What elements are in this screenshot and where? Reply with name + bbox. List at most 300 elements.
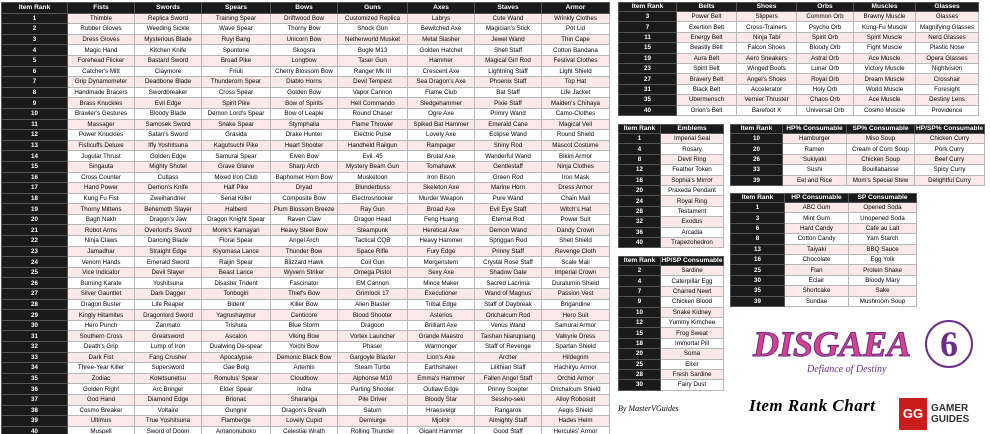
table-row bbox=[2, 416, 610, 427]
item-cell: Aura Belt bbox=[677, 53, 737, 63]
item-cell: Chain Mail bbox=[542, 193, 610, 204]
item-cell: Miso Soup bbox=[847, 134, 915, 144]
item-cell: Gentlestaff bbox=[475, 161, 542, 172]
item-cell: Wand of Magnus bbox=[475, 289, 542, 300]
item-cell: Sukiyaki bbox=[783, 154, 847, 164]
item-cell: Grave Glaive bbox=[202, 161, 271, 172]
item-cell: Pork Curry bbox=[915, 144, 985, 154]
item-cell: Metal Slasher bbox=[408, 34, 475, 45]
item-cell: Caterpillar Egg bbox=[661, 276, 724, 286]
item-cell: Yoichi Bow bbox=[271, 342, 338, 353]
item-rank-cell: 36 bbox=[2, 384, 68, 395]
column-header: Emblems bbox=[661, 125, 724, 134]
item-cell: Spiked Bat Hammer bbox=[408, 119, 475, 130]
item-cell: Grasida bbox=[202, 130, 271, 141]
table-row bbox=[619, 266, 724, 276]
item-cell: Cotton Candy bbox=[785, 234, 849, 244]
item-cell: Broad Pike bbox=[202, 55, 271, 66]
item-cell: Thunder Bow bbox=[271, 246, 338, 257]
item-rank-cell: 16 bbox=[619, 175, 661, 185]
item-cell: Emerald Sword bbox=[135, 257, 202, 268]
item-cell: Hammer bbox=[408, 55, 475, 66]
table-row bbox=[731, 203, 917, 213]
item-cell: Southern Cross bbox=[68, 331, 135, 342]
item-cell: Almighty Staff bbox=[475, 416, 542, 427]
item-cell: Ray Gun bbox=[338, 204, 408, 215]
item-cell: Satan's Sword bbox=[135, 130, 202, 141]
item-cell: Flamberge bbox=[202, 416, 271, 427]
item-cell: Deadbone Blade bbox=[135, 77, 202, 88]
item-cell: Orichalcum Shield bbox=[542, 384, 610, 395]
item-cell: Mom's Special Stew bbox=[847, 175, 915, 185]
column-header: HP% Consumable bbox=[783, 125, 847, 134]
item-cell: Wrinkly Clothes bbox=[542, 13, 610, 24]
item-cell: Dualwing De-spear bbox=[202, 342, 271, 353]
item-cell: Hell Commando bbox=[338, 98, 408, 109]
item-cell: Serial Killer bbox=[202, 193, 271, 204]
column-header: Swords bbox=[135, 3, 202, 14]
item-rank-cell: 36 bbox=[619, 227, 661, 237]
item-cell: Zanmato bbox=[135, 320, 202, 331]
byline: By MasterVGuides bbox=[618, 404, 679, 413]
item-cell: Passion Vest bbox=[542, 289, 610, 300]
item-cell: Primry Wand bbox=[475, 108, 542, 119]
item-cell: Ogre Axe bbox=[408, 108, 475, 119]
table-row bbox=[619, 297, 724, 307]
item-cell: Zodiac bbox=[68, 373, 135, 384]
column-header: Armor bbox=[542, 3, 610, 14]
item-cell: Hildegrim bbox=[542, 352, 610, 363]
item-rank-cell: 12 bbox=[619, 317, 661, 327]
table-row bbox=[2, 331, 610, 342]
item-rank-cell: 35 bbox=[619, 95, 677, 105]
item-cell: Apocalypse bbox=[202, 352, 271, 363]
item-cell: Imperial Seal bbox=[661, 134, 724, 144]
item-cell: Green Rod bbox=[475, 172, 542, 183]
item-cell: Shiny Rod bbox=[475, 140, 542, 151]
item-rank-cell: 15 bbox=[619, 328, 661, 338]
item-cell: Jugular Thrust bbox=[68, 151, 135, 162]
column-header: Orbs bbox=[797, 3, 854, 12]
item-cell: Exertion Belt bbox=[677, 22, 737, 32]
item-rank-cell: 40 bbox=[619, 105, 677, 115]
item-cell: Sea Dragon's Axe bbox=[408, 77, 475, 88]
table-row bbox=[2, 77, 610, 88]
item-rank-cell: 27 bbox=[2, 289, 68, 300]
item-rank-cell: 2 bbox=[619, 266, 661, 276]
item-rank-cell: 30 bbox=[2, 320, 68, 331]
item-cell: Chicken Blood bbox=[661, 297, 724, 307]
item-cell: Arc Bringer bbox=[135, 384, 202, 395]
item-cell: Aegis Shield bbox=[542, 405, 610, 416]
item-cell: Fascinator bbox=[271, 278, 338, 289]
item-cell: Thorny Bow bbox=[271, 24, 338, 35]
table-row bbox=[619, 43, 979, 53]
item-rank-cell: 17 bbox=[2, 183, 68, 194]
item-cell: Life Jacket bbox=[542, 87, 610, 98]
item-rank-cell: 16 bbox=[731, 254, 785, 264]
item-cell: Customized Replica bbox=[338, 13, 408, 24]
column-header: SP% Consumable bbox=[847, 125, 915, 134]
table-row bbox=[2, 34, 610, 45]
item-cell: Snake Kidney bbox=[661, 307, 724, 317]
item-cell: Foresight bbox=[916, 84, 979, 94]
item-rank-cell: 27 bbox=[619, 74, 677, 84]
item-cell: Hard Candy bbox=[785, 223, 849, 233]
item-cell: EM Cannon bbox=[338, 278, 408, 289]
item-cell: Spirit Muscle bbox=[854, 32, 916, 42]
item-cell: Grande Maestro bbox=[408, 331, 475, 342]
item-rank-cell: 11 bbox=[2, 119, 68, 130]
item-cell: Feather Token bbox=[661, 165, 724, 175]
column-header: Item Rank bbox=[2, 3, 68, 14]
item-rank-cell: 30 bbox=[619, 380, 661, 390]
item-cell: Wyvern Striker bbox=[271, 267, 338, 278]
item-cell: Vortex Launcher bbox=[338, 331, 408, 342]
item-cell: Gigant Hammer bbox=[408, 426, 475, 434]
item-rank-cell: 10 bbox=[731, 134, 783, 144]
column-header: Axes bbox=[408, 3, 475, 14]
item-cell: Centicore bbox=[271, 310, 338, 321]
item-cell: Disaster Trident bbox=[202, 278, 271, 289]
item-cell: Sledgehammer bbox=[408, 98, 475, 109]
item-cell: Ace Muscle bbox=[854, 95, 916, 105]
item-rank-cell: 9 bbox=[619, 297, 661, 307]
item-cell: Pile Driver bbox=[338, 394, 408, 405]
item-rank-cell: 26 bbox=[2, 278, 68, 289]
item-rank-cell: 18 bbox=[2, 193, 68, 204]
item-rank-cell: 37 bbox=[2, 394, 68, 405]
item-cell: Bloody Star bbox=[408, 394, 475, 405]
item-cell: Plastic Nose bbox=[916, 43, 979, 53]
item-cell: Kotetsunetsu bbox=[135, 373, 202, 384]
item-cell: Sacred Lacrima bbox=[475, 278, 542, 289]
item-cell: Dark Dagger bbox=[135, 289, 202, 300]
table-row bbox=[2, 119, 610, 130]
table-row bbox=[2, 278, 610, 289]
item-cell: Round Shield bbox=[542, 130, 610, 141]
item-cell: Ubermensch bbox=[677, 95, 737, 105]
item-cell: Singauta bbox=[68, 161, 135, 172]
item-cell: Bident bbox=[202, 299, 271, 310]
column-header: Spears bbox=[202, 3, 271, 14]
item-cell: Baphomet Horn Bow bbox=[271, 172, 338, 183]
item-cell: Cosmo Breaker bbox=[68, 405, 135, 416]
item-cell: Pure Wand bbox=[475, 193, 542, 204]
item-cell: Thin Cape bbox=[542, 34, 610, 45]
item-cell: Fisticuffs Deluxe bbox=[68, 140, 135, 151]
table-row bbox=[2, 193, 610, 204]
item-cell: Bow of Leaple bbox=[271, 108, 338, 119]
item-cell: Hand Power bbox=[68, 183, 135, 194]
item-rank-cell: 10 bbox=[2, 108, 68, 119]
item-cell: Barefoot X bbox=[737, 105, 797, 115]
item-cell: Chicken Soup bbox=[847, 154, 915, 164]
table-row bbox=[619, 154, 724, 164]
item-cell: Taser Gun bbox=[338, 55, 408, 66]
item-rank-cell: 4 bbox=[2, 45, 68, 56]
item-rank-cell: 7 bbox=[619, 22, 677, 32]
item-cell: Eel and Rice bbox=[783, 175, 847, 185]
item-cell: Devil Tempest bbox=[338, 77, 408, 88]
table-row bbox=[619, 307, 724, 317]
item-cell: Mascot Costume bbox=[542, 140, 610, 151]
item-cell: Kingly Hitamites bbox=[68, 310, 135, 321]
item-cell: Rampager bbox=[408, 140, 475, 151]
item-rank-cell: 26 bbox=[731, 154, 783, 164]
table-row bbox=[2, 236, 610, 247]
item-rank-cell: 34 bbox=[2, 363, 68, 374]
item-rank-cell: 25 bbox=[731, 265, 785, 275]
item-cell: Brionac bbox=[202, 394, 271, 405]
item-cell: Mystery Beam Gun bbox=[338, 161, 408, 172]
item-cell: Brawler's Gestures bbox=[68, 108, 135, 119]
table-row bbox=[2, 405, 610, 416]
item-cell: Labrys bbox=[408, 13, 475, 24]
item-cell: Alloy Robosuit bbox=[542, 394, 610, 405]
gamer-guides-logo-icon: GG bbox=[899, 398, 927, 430]
item-cell: Training Spear bbox=[202, 13, 271, 24]
item-cell: Thimble bbox=[68, 13, 135, 24]
column-header: HP/SP% Consumable bbox=[915, 125, 984, 132]
item-cell: Voltaire bbox=[135, 405, 202, 416]
item-cell: Spirit Belt bbox=[677, 63, 737, 73]
item-cell: Dragon Buster bbox=[68, 299, 135, 310]
item-rank-cell: 35 bbox=[2, 373, 68, 384]
chart-title: Item Rank Chart bbox=[749, 396, 876, 415]
item-cell: Mince Maker bbox=[408, 278, 475, 289]
item-cell: Frog Sweat bbox=[661, 328, 724, 338]
item-cell: Dragon's Jaw bbox=[135, 214, 202, 225]
brand-line-2: GUIDES bbox=[931, 414, 970, 425]
item-cell: Mint Gum bbox=[785, 213, 849, 223]
item-cell: Stymphalia bbox=[271, 119, 338, 130]
item-cell: Psycho Orb bbox=[797, 22, 854, 32]
percent-consumables-table bbox=[730, 124, 985, 186]
item-cell: Flan bbox=[785, 265, 849, 275]
table-row bbox=[619, 105, 979, 115]
item-cell: Venom Hands bbox=[68, 257, 135, 268]
item-cell: Opened Soda bbox=[849, 203, 917, 213]
item-cell: Dragon's Breath bbox=[271, 405, 338, 416]
item-rank-cell: 32 bbox=[2, 342, 68, 353]
column-header: Staves bbox=[475, 3, 542, 14]
item-rank-cell: 20 bbox=[619, 185, 661, 195]
item-cell: Kung-Fu Muscle bbox=[854, 22, 916, 32]
table-row bbox=[2, 151, 610, 162]
item-cell: Cross-Trainers bbox=[737, 22, 797, 32]
item-cell: Duralumin Shield bbox=[542, 278, 610, 289]
item-cell: Spartan Shield bbox=[542, 342, 610, 353]
item-cell: Immortal Pill bbox=[661, 338, 724, 348]
item-cell: Wave Spear bbox=[202, 24, 271, 35]
item-cell: Round Chaser bbox=[338, 108, 408, 119]
item-cell: Swordbreaker bbox=[135, 87, 202, 98]
table-row bbox=[619, 217, 724, 227]
item-rank-cell: 25 bbox=[2, 267, 68, 278]
item-rank-cell: 28 bbox=[619, 369, 661, 379]
item-cell: Snake Spear bbox=[202, 119, 271, 130]
item-cell: Dress Gloves bbox=[68, 34, 135, 45]
item-cell: Emerald Cane bbox=[475, 119, 542, 130]
item-cell: Friuli bbox=[202, 66, 271, 77]
column-header: Item Rank bbox=[731, 125, 783, 134]
item-cell: Rosary bbox=[661, 144, 724, 154]
column-header: HP/SP Consumable bbox=[661, 257, 723, 264]
item-cell: Sharp Arch bbox=[271, 161, 338, 172]
item-cell: Sharanga bbox=[271, 394, 338, 405]
item-cell: Romulus' Spear bbox=[202, 373, 271, 384]
item-cell: Samurai Spear bbox=[202, 151, 271, 162]
hp-sp-consumables-table bbox=[730, 193, 917, 307]
table-row bbox=[2, 384, 610, 395]
table-row bbox=[2, 246, 610, 257]
item-cell: Angel's Shoes bbox=[737, 74, 797, 84]
table-row bbox=[619, 185, 724, 195]
table-row bbox=[619, 369, 724, 379]
item-cell: Dress Armor bbox=[542, 183, 610, 194]
item-cell: Feng Huang bbox=[408, 214, 475, 225]
item-rank-cell: 29 bbox=[2, 310, 68, 321]
item-rank-cell: 28 bbox=[2, 299, 68, 310]
item-cell: Golden Hatchet bbox=[408, 45, 475, 56]
table-row bbox=[619, 349, 724, 359]
column-header: SP Consumable bbox=[849, 194, 917, 203]
item-cell: Royal Orb bbox=[797, 74, 854, 84]
item-cell: Blunderbuss bbox=[338, 183, 408, 194]
item-cell: Staff of Daybreak bbox=[475, 299, 542, 310]
item-cell: Steam Turbo bbox=[338, 363, 408, 374]
item-cell: Beast Lance bbox=[202, 267, 271, 278]
item-cell: Flame Club bbox=[408, 87, 475, 98]
item-cell: Spicy Curry bbox=[915, 165, 985, 175]
table-row bbox=[619, 286, 724, 296]
table-row bbox=[2, 257, 610, 268]
table-row bbox=[2, 352, 610, 363]
item-cell: Fresh Sardine bbox=[661, 369, 724, 379]
item-rank-cell: 25 bbox=[619, 359, 661, 369]
item-cell: Cream of Corn Soup bbox=[847, 144, 915, 154]
brand-name bbox=[931, 403, 969, 425]
item-cell: Crystal Rose Staff bbox=[475, 257, 542, 268]
item-rank-cell: 20 bbox=[2, 214, 68, 225]
item-cell: Mjolnir bbox=[408, 416, 475, 427]
item-rank-cell: 18 bbox=[619, 338, 661, 348]
item-cell: Viking Bow bbox=[271, 331, 338, 342]
brand-line-1: GAMER bbox=[931, 403, 969, 414]
item-cell: Imperial Crown bbox=[542, 267, 610, 278]
table-row bbox=[2, 161, 610, 172]
item-cell: Phaser bbox=[338, 342, 408, 353]
column-header: Shoes bbox=[737, 3, 797, 12]
item-cell: Iron Mask bbox=[542, 172, 610, 183]
item-cell: Eternal Rod bbox=[475, 214, 542, 225]
item-cell: Yummy Kimchee bbox=[661, 317, 724, 327]
item-cell: Sexy Axe bbox=[408, 267, 475, 278]
logo-text: DISGAEA bbox=[753, 324, 912, 364]
item-cell: Shock Gun bbox=[338, 24, 408, 35]
item-cell: Shadow Gate bbox=[475, 267, 542, 278]
item-cell: Pixie Staff bbox=[475, 98, 542, 109]
item-cell: Valkyrie Dress bbox=[542, 331, 610, 342]
item-cell: Artemis bbox=[271, 363, 338, 374]
item-cell: Blood Shooter bbox=[338, 310, 408, 321]
table-row bbox=[619, 53, 979, 63]
item-cell: Spirit Orb bbox=[797, 32, 854, 42]
item-cell: Raijin Spear bbox=[202, 257, 271, 268]
item-rank-cell: 1 bbox=[2, 13, 68, 24]
table-row bbox=[731, 165, 985, 175]
item-cell: Top Hat bbox=[542, 77, 610, 88]
item-cell: Straight Edge bbox=[135, 246, 202, 257]
item-cell: Cross Counter bbox=[68, 172, 135, 183]
item-cell: Behemoth Slayer bbox=[135, 204, 202, 215]
table-row bbox=[619, 276, 724, 286]
item-cell: Eclair bbox=[785, 275, 849, 285]
item-cell: Indra bbox=[271, 384, 338, 395]
item-cell: Cloudbow bbox=[271, 373, 338, 384]
table-row bbox=[619, 134, 724, 144]
emblems-table bbox=[618, 124, 724, 248]
item-rank-cell: 12 bbox=[619, 165, 661, 175]
item-cell: Omega Pistol bbox=[338, 267, 408, 278]
table-row bbox=[619, 317, 724, 327]
table-row bbox=[731, 154, 985, 164]
table-row bbox=[619, 196, 724, 206]
item-cell: Wanderful Wand bbox=[475, 151, 542, 162]
item-cell: Demon's Knife bbox=[135, 183, 202, 194]
item-cell: Magical Veil bbox=[542, 119, 610, 130]
item-cell: Magnifying Glasses bbox=[916, 22, 979, 32]
item-cell: Fang Crusher bbox=[135, 352, 202, 363]
item-cell: Energy Belt bbox=[677, 32, 737, 42]
weapons-armor-table bbox=[1, 2, 610, 434]
item-cell: Taishan Nianqniang bbox=[475, 331, 542, 342]
item-cell: Samosek Sword bbox=[135, 119, 202, 130]
item-cell: Winged Boots bbox=[737, 63, 797, 73]
item-cell: Grimlock 17 bbox=[338, 289, 408, 300]
item-cell: Fury Edge bbox=[408, 246, 475, 257]
table-row bbox=[619, 12, 979, 22]
item-cell: Steampunk bbox=[338, 225, 408, 236]
item-cell: Tribal Edge bbox=[408, 299, 475, 310]
item-cell: Unicorn Bow bbox=[271, 34, 338, 45]
item-cell: Thief's Bow bbox=[271, 289, 338, 300]
table-row bbox=[2, 289, 610, 300]
item-cell: Witch's Hat bbox=[542, 204, 610, 215]
item-cell: Ninja Claws bbox=[68, 236, 135, 247]
item-cell: Common Orb bbox=[797, 12, 854, 22]
hpsp-consumables-table bbox=[618, 256, 724, 391]
item-cell: Shortcake bbox=[785, 286, 849, 296]
item-cell: Drake Hunter bbox=[271, 130, 338, 141]
item-cell: Accelerator bbox=[737, 84, 797, 94]
item-cell: Slippers bbox=[737, 12, 797, 22]
item-cell: Bloody Orb bbox=[797, 43, 854, 53]
item-cell: Victory Muscle bbox=[854, 63, 916, 73]
item-cell: Jewel Wand bbox=[475, 34, 542, 45]
item-cell: Fairy Dust bbox=[661, 380, 724, 390]
item-cell: Space Rifle bbox=[338, 246, 408, 257]
item-cell: Cherry Blossom Bow bbox=[271, 66, 338, 77]
item-cell: BBQ Sauce bbox=[849, 244, 917, 254]
column-header: Item Rank bbox=[731, 194, 785, 203]
item-rank-cell: 8 bbox=[731, 234, 785, 244]
table-row bbox=[2, 394, 610, 405]
item-rank-cell: 30 bbox=[731, 275, 785, 285]
table-row bbox=[2, 183, 610, 194]
item-cell: Devil Ring bbox=[661, 154, 724, 164]
